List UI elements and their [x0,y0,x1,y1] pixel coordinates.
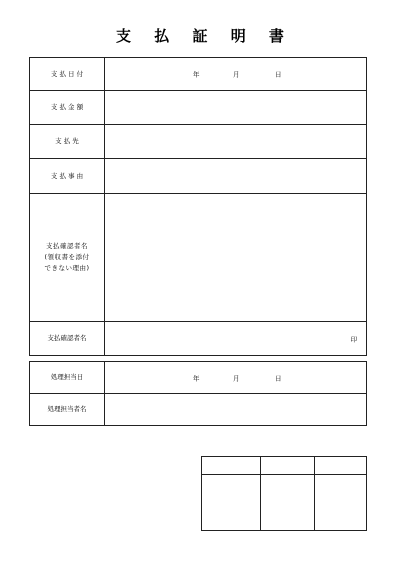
label-confirmer: 支払確認者名 [30,322,105,355]
label-payment-amount: 支 払 金 額 [30,91,105,124]
payment-date-field[interactable] [105,58,366,90]
row-payment-reason [30,159,366,194]
row-payment-amount [30,91,366,125]
label-no-receipt-reason: 支払確認者名 (領収書を添付 できない理由) [30,194,105,321]
stamp-column-divider [314,457,315,530]
year-label: 年 [193,374,200,382]
row-no-receipt-reason [30,194,366,322]
label-processor: 処理担当者名 [30,394,105,425]
label-processing-date: 処理担当日 [30,362,105,393]
day-label: 日 [275,374,282,382]
payment-reason-field[interactable] [105,159,366,193]
label-payee: 支 払 先 [30,125,105,158]
month-label: 月 [233,374,240,382]
row-payee [30,125,366,159]
processing-form [29,361,367,426]
no-receipt-reason-field[interactable] [105,194,366,321]
payment-amount-field[interactable] [105,91,366,124]
label-payment-date: 支 払 日 付 [30,58,105,90]
stamp-header-divider [202,474,366,475]
month-label: 月 [233,70,240,79]
confirmer-field[interactable] [105,322,366,355]
year-label: 年 [193,70,200,79]
day-label: 日 [275,70,282,79]
processing-date-field[interactable] [105,362,366,393]
label-payment-reason: 支 払 事 由 [30,159,105,193]
row-confirmer [30,322,366,355]
payment-form [29,57,367,356]
payee-field[interactable] [105,125,366,158]
stamp-column-divider [260,457,261,530]
processor-field[interactable] [105,394,366,425]
document-title: 支 払 証 明 書 [116,27,293,45]
seal-mark: 印 [350,335,357,343]
approval-stamp-table [201,456,367,531]
row-processing-date [30,362,366,394]
row-payment-date [30,58,366,91]
row-processor [30,394,366,425]
